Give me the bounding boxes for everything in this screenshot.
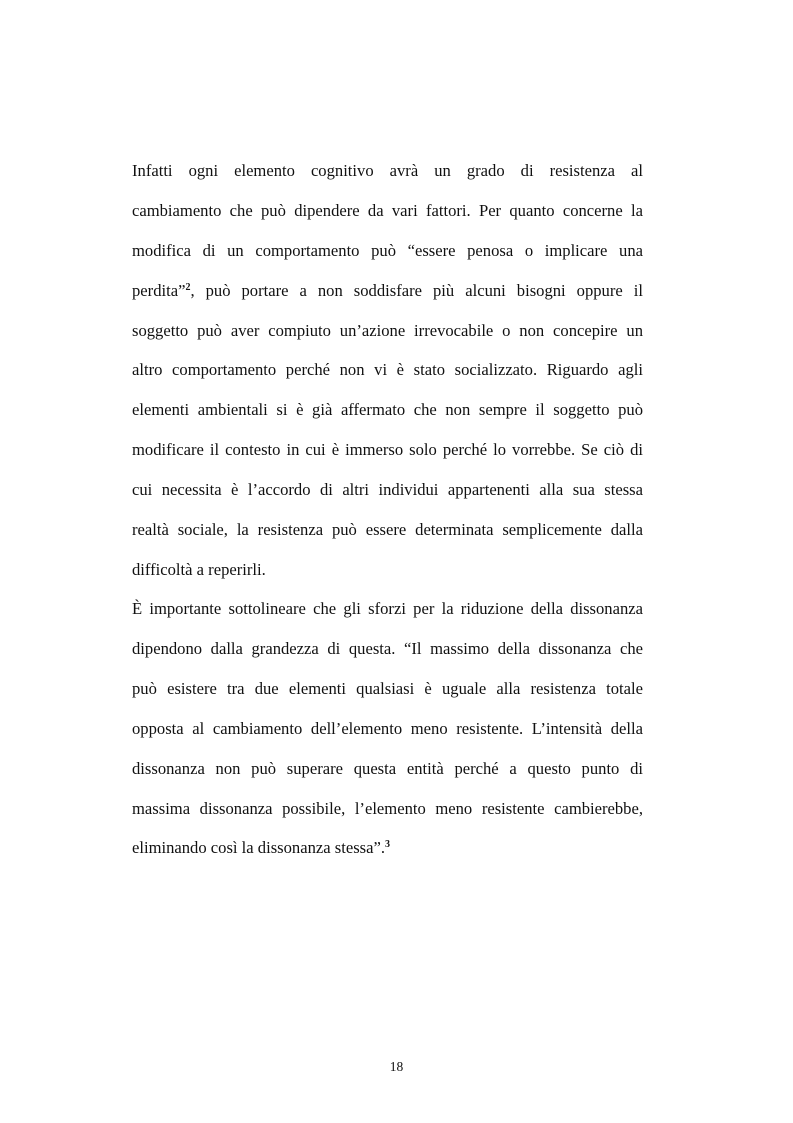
text-line: cui necessita è l’accordo di altri individui appartenenti alla sua stessa	[132, 480, 643, 499]
text-line: elementi ambientali si è già affermato che non sempre il soggetto può	[132, 400, 643, 419]
text-line: massima dissonanza possibile, l’elemento meno resistente cambierebbe,	[132, 799, 643, 818]
text-line-with-footnote	[132, 838, 643, 858]
text-fragment: eliminando così la dissonanza stessa”.	[132, 838, 385, 857]
text-line: difficoltà a reperirli.	[132, 560, 266, 579]
text-line: può esistere tra due elementi qualsiasi è uguale alla resistenza totale	[132, 679, 643, 698]
text-line: modificare il contesto in cui è immerso solo perché lo vorrebbe. Se ciò di	[132, 440, 643, 459]
text-line-with-footnote	[132, 281, 643, 301]
footnote-ref: 3	[385, 839, 390, 850]
text-line: Infatti ogni elemento cognitivo avrà un grado di resistenza al	[132, 161, 643, 180]
text-line: cambiamento che può dipendere da vari fattori. Per quanto concerne la	[132, 201, 643, 220]
text-line: È importante sottolineare che gli sforzi per la riduzione della dissonanza	[132, 599, 643, 618]
text-line: dipendono dalla grandezza di questa. “Il massimo della dissonanza che	[132, 639, 643, 658]
text-line: soggetto può aver compiuto un’azione irrevocabile o non concepire un	[132, 321, 643, 340]
footnote-ref: 2	[185, 282, 191, 293]
page-number: 18	[389, 1059, 404, 1074]
text-fragment: perdita”	[132, 281, 186, 300]
text-line: realtà sociale, la resistenza può essere determinata semplicemente dalla	[132, 520, 643, 539]
text-line: dissonanza non può superare questa entità perché a questo punto di	[132, 759, 643, 778]
text-line: modifica di un comportamento può “essere penosa o implicare una	[132, 241, 643, 260]
text-fragment: , può portare a non soddisfare più alcuni bisogni oppure il	[190, 281, 643, 300]
text-line: opposta al cambiamento dell’elemento meno resistente. L’intensità della	[132, 719, 643, 738]
text-line: altro comportamento perché non vi è stato socializzato. Riguardo agli	[132, 360, 643, 379]
